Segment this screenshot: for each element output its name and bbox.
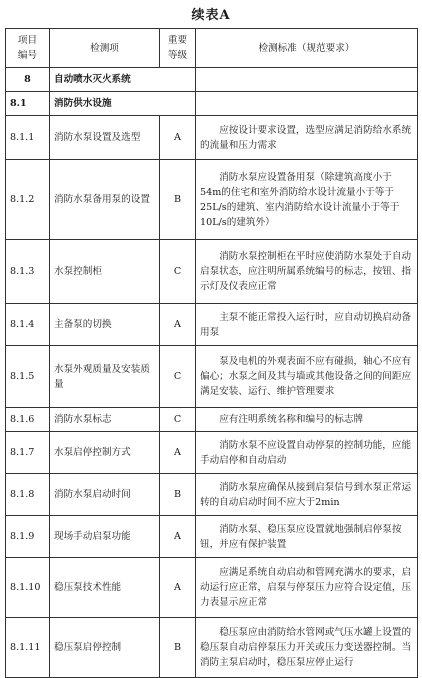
row-criteria: 泵及电机的外观表面不应有碰损，轴心不应有偏心；水泵之间及其与墙或其他设备之间的间距应满足安装、运行、维护管理要求	[196, 346, 418, 408]
row-code: 8.1.4	[6, 304, 50, 346]
row-criteria: 消防水泵控制柜在平时应使消防水泵处于自动启泵状态，应注明所属系统编号的标志，按钮、指示灯及仪表应正常	[196, 240, 418, 304]
row-level: B	[160, 474, 196, 516]
row-level: B	[160, 160, 196, 240]
row-code: 8.1.8	[6, 474, 50, 516]
row-item: 主备泵的切换	[50, 304, 160, 346]
table-row	[6, 116, 418, 160]
row-level: A	[160, 432, 196, 474]
table-row	[6, 618, 418, 678]
row-criteria: 消防水泵应确保从接到启泵信号到水泵正常运转的自动启动时间不应大于2min	[196, 474, 418, 516]
section-title: 自动喷水灭火系统	[50, 68, 196, 92]
row-code: 8.1.10	[6, 558, 50, 618]
row-criteria: 应按设计要求设置，选型应满足消防给水系统的流量和压力需求	[196, 116, 418, 160]
table-row	[6, 160, 418, 240]
table-title: 续表A	[191, 8, 231, 23]
row-code: 8.1.11	[6, 618, 50, 678]
row-code: 8.1.3	[6, 240, 50, 304]
header-criteria: 检测标准（规范要求）	[196, 29, 418, 68]
row-level: A	[160, 304, 196, 346]
section-code: 8.1	[6, 92, 50, 116]
table-row	[6, 558, 418, 618]
section-row	[6, 68, 418, 92]
section-code: 8	[6, 68, 50, 92]
row-item: 水泵启停控制方式	[50, 432, 160, 474]
row-item: 消防水泵设置及选型	[50, 116, 160, 160]
row-criteria: 应满足系统自动启动和管网充满水的要求，启动运行应正常，启泵与停泵压力应符合设定值，压力表显示应正常	[196, 558, 418, 618]
section-row	[6, 92, 418, 116]
header-item: 检测项	[50, 29, 160, 68]
row-code: 8.1.1	[6, 116, 50, 160]
row-code: 8.1.5	[6, 346, 50, 408]
row-item: 消防水泵启动时间	[50, 474, 160, 516]
row-level: A	[160, 516, 196, 558]
row-item: 消防水泵备用泵的设置	[50, 160, 160, 240]
inspection-table	[5, 28, 418, 678]
section-blank	[196, 68, 418, 92]
row-level: C	[160, 408, 196, 432]
header-level: 重要 等级	[160, 29, 196, 68]
row-level: C	[160, 346, 196, 408]
row-criteria: 消防水泵应设置备用泵（除建筑高度小于54m的住宅和室外消防给水设计流量小于等于25L/s的建筑、室内消防给水设计流量小于等于10L/s的建筑外）	[196, 160, 418, 240]
row-item: 现场手动启泵功能	[50, 516, 160, 558]
header-code: 项目 编号	[6, 29, 50, 68]
row-item: 水泵控制柜	[50, 240, 160, 304]
table-row	[6, 516, 418, 558]
section-title: 消防供水设施	[50, 92, 196, 116]
row-criteria: 稳压泵应由消防给水管网或气压水罐上设置的稳压泵自动启停泵压力开关或压力变送器控制。当消防主泵启动时，稳压泵应停止运行	[196, 618, 418, 678]
row-criteria: 应有注明系统名称和编号的标志牌	[196, 408, 418, 432]
row-item: 消防水泵标志	[50, 408, 160, 432]
section-blank	[196, 92, 418, 116]
row-code: 8.1.7	[6, 432, 50, 474]
row-code: 8.1.9	[6, 516, 50, 558]
row-level: C	[160, 240, 196, 304]
row-criteria: 主泵不能正常投入运行时，应自动切换启动备用泵	[196, 304, 418, 346]
row-code: 8.1.6	[6, 408, 50, 432]
row-level: A	[160, 558, 196, 618]
row-item: 水泵外观质量及安装质量	[50, 346, 160, 408]
row-criteria: 消防水泵不应设置自动停泵的控制功能，应能手动启停和自动启动	[196, 432, 418, 474]
table-row	[6, 432, 418, 474]
table-row	[6, 304, 418, 346]
row-item: 稳压泵启停控制	[50, 618, 160, 678]
row-item: 稳压泵技术性能	[50, 558, 160, 618]
row-level: A	[160, 116, 196, 160]
row-level: B	[160, 618, 196, 678]
table-header-row	[6, 29, 418, 68]
row-criteria: 消防水泵、稳压泵应设置就地强制启停泵按钮，并应有保护装置	[196, 516, 418, 558]
table-row	[6, 240, 418, 304]
table-row	[6, 408, 418, 432]
table-row	[6, 346, 418, 408]
table-row	[6, 474, 418, 516]
row-code: 8.1.2	[6, 160, 50, 240]
